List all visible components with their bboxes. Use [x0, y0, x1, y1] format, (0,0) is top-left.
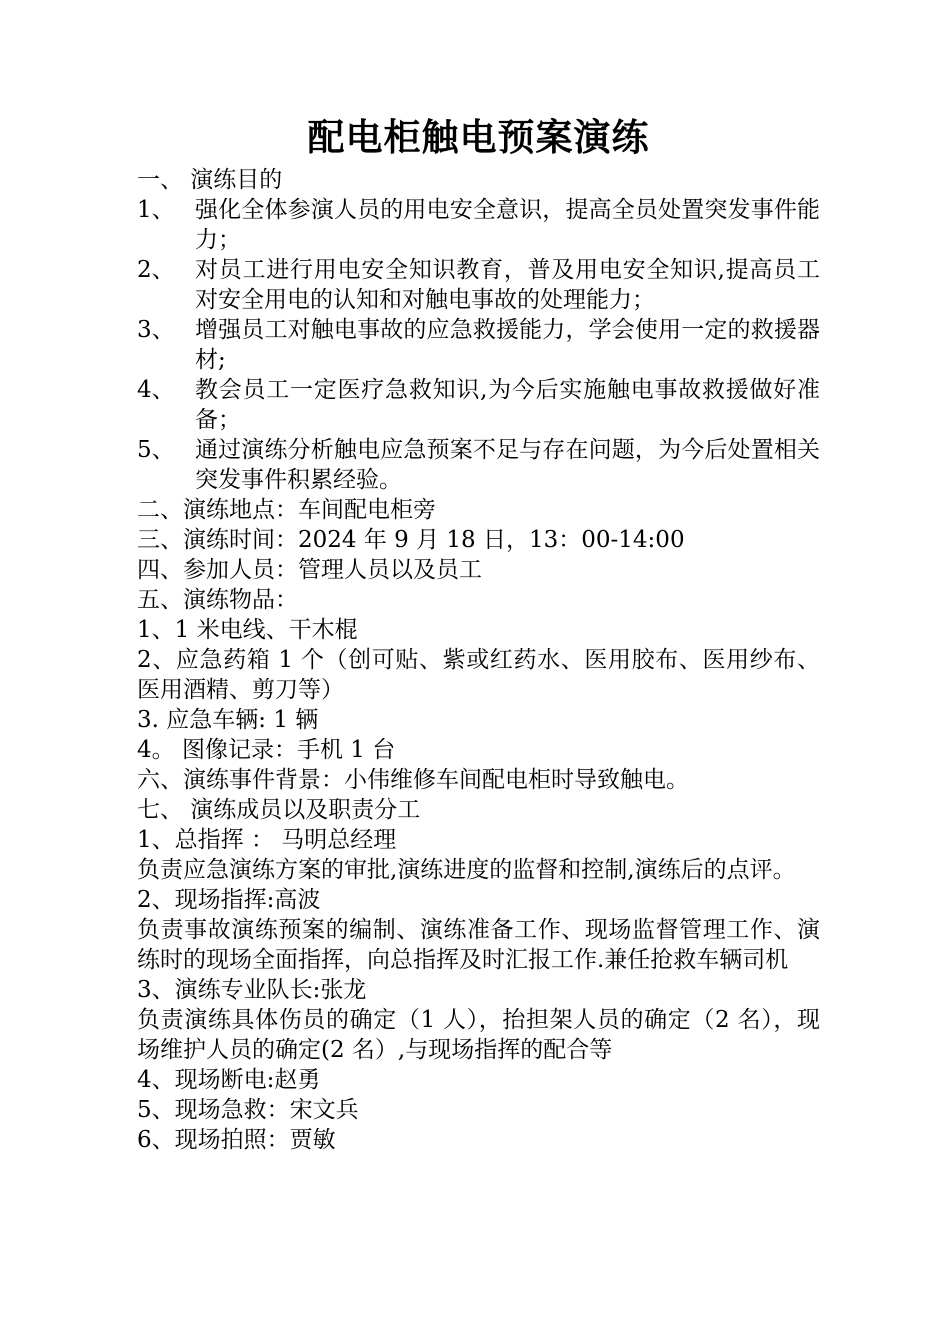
- role-duty: 负责事故演练预案的编制、演练准备工作、现场监督管理工作、演练时的现场全面指挥，向总指挥及时汇报工作.兼任抢救车辆司机: [137, 917, 820, 973]
- document-title: 配电柜触电预案演练: [307, 115, 650, 159]
- section-heading-purpose: 一、 演练目的: [137, 167, 283, 193]
- purpose-item-text: 通过演练分析触电应急预案不足与存在问题，为今后处置相关突发事件积累经验。: [195, 437, 820, 493]
- purpose-item-number: 1、: [137, 197, 175, 223]
- role-name: 3、演练专业队长:张龙: [137, 977, 367, 1003]
- purpose-item-number: 4、: [137, 377, 175, 403]
- role-name: 1、总指挥 ： 马明总经理: [137, 827, 397, 853]
- role-duty: 负责演练具体伤员的确定（1 人），抬担架人员的确定（2 名），现场维护人员的确定(2 名）,与现场指挥的配合等: [137, 1007, 820, 1063]
- purpose-item-3: [137, 315, 820, 375]
- role-duty: 负责应急演练方案的审批,演练进度的监督和控制,演练后的点评。: [137, 857, 796, 883]
- purpose-item-4: [137, 375, 820, 435]
- purpose-item-number: 2、: [137, 257, 175, 283]
- drill-participants: 四、参加人员：管理人员以及员工: [137, 557, 482, 583]
- role-name: 5、现场急救：宋文兵: [137, 1097, 359, 1123]
- purpose-item-text: 对员工进行用电安全知识教育，普及用电安全知识,提高员工对安全用电的认知和对触电事故的处理能力；: [195, 257, 820, 313]
- supply-item: 1、1 米电线、干木棍: [137, 617, 358, 643]
- purpose-item-text: 增强员工对触电事故的应急救援能力，学会使用一定的救援器材;: [195, 317, 820, 373]
- drill-background: 六、演练事件背景：小伟维修车间配电柜时导致触电。: [137, 767, 689, 793]
- purpose-item-1: [137, 195, 820, 255]
- purpose-item-2: [137, 255, 820, 315]
- supply-item: 2、应急药箱 1 个（创可贴、紫或红药水、医用胶布、医用纱布、医用酒精、剪刀等）: [137, 647, 820, 703]
- section-heading-roles: 七、 演练成员以及职责分工: [137, 797, 421, 823]
- role-name: 2、现场指挥:高波: [137, 887, 321, 913]
- drill-time: 三、演练时间：2024 年 9 月 18 日，13：00-14:00: [137, 527, 685, 553]
- purpose-item-text: 教会员工一定医疗急救知识,为今后实施触电事故救援做好准备；: [195, 377, 820, 433]
- purpose-item-text: 强化全体参演人员的用电安全意识，提高全员处置突发事件能力；: [195, 197, 820, 253]
- supply-item: 4。 图像记录：手机 1 台: [137, 737, 396, 763]
- purpose-item-number: 5、: [137, 437, 175, 463]
- supply-item: 3. 应急车辆: 1 辆: [137, 707, 319, 733]
- purpose-item-5: [137, 435, 820, 495]
- role-name: 6、现场拍照：贾敏: [137, 1127, 336, 1153]
- role-name: 4、现场断电:赵勇: [137, 1067, 321, 1093]
- section-heading-supplies: 五、演练物品：: [137, 587, 298, 613]
- drill-location: 二、演练地点：车间配电柜旁: [137, 497, 436, 523]
- purpose-item-number: 3、: [137, 317, 175, 343]
